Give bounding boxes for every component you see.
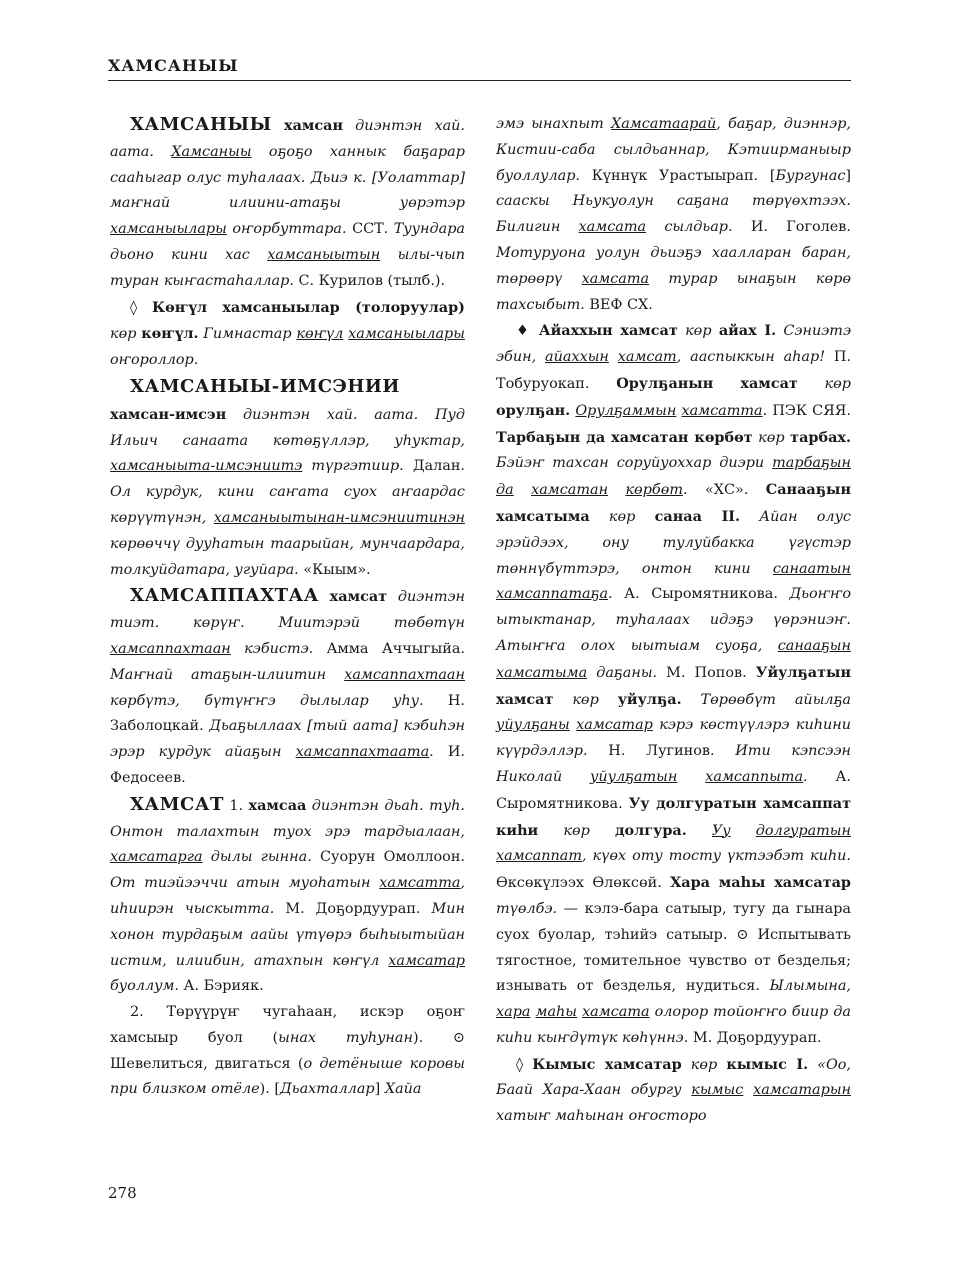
underlined-example: хамсатан	[531, 482, 609, 499]
plain-text: М. Доҕордуурап.	[688, 1029, 822, 1046]
italic-text: диэнтэн дьаһ. туһ. Онтон талахтын туох эрэ тардыалаан,	[110, 797, 465, 840]
plain-text: С. Курилов (тылб.).	[293, 272, 446, 289]
bold-term: тарбах.	[790, 428, 851, 446]
italic-text: эмэ ынахпыт	[496, 116, 611, 132]
underlined-example: да	[496, 482, 514, 499]
headword: ХАМСАТ	[130, 793, 224, 815]
italic-text: көр	[538, 822, 615, 839]
plain-text: Күннүк Урастыырап. [	[580, 167, 776, 184]
plain-text: «Кыым».	[298, 561, 371, 578]
underlined-example: санаатын	[772, 560, 851, 577]
headword: ХАМСАППАХТАА	[130, 585, 319, 607]
italic-text: Ылымына,	[769, 978, 851, 995]
italic-text: көр	[553, 691, 618, 708]
plain-text: И. Федосеев.	[110, 744, 465, 786]
page-number: 278	[108, 1184, 137, 1202]
italic-text: , ааспыккын аһар!	[676, 349, 826, 366]
underlined-example: хамсаныылары	[348, 326, 465, 343]
bold-term: Санааҕын хамсатыма	[496, 481, 852, 525]
italic-text: көрөөччү дууһатын таарыйан, мунчаардара, толкуйдатара, угуйара.	[110, 535, 465, 578]
plain-text: «ХС».	[687, 482, 766, 499]
bold-term: орулҕан.	[496, 401, 571, 419]
underlined-example: хамсатар	[388, 952, 465, 969]
italic-text: , иһиирэн чыскытта.	[110, 875, 465, 917]
bold-term: хамсан	[283, 117, 344, 134]
dictionary-entry	[110, 792, 465, 1000]
underlined-example: Уу	[711, 822, 731, 839]
italic-text: көр	[589, 508, 655, 525]
underlined-example: хамсаныыта-имсэниитэ	[110, 458, 303, 475]
plain-text	[319, 589, 330, 605]
italic-text: олорор тойоҥҥо биир да киһи кыҥдүтүк көһүннэ.	[496, 1004, 852, 1046]
italic-text: диэнтэн тиэт. көрүҥ. Миитэрэй төбөтүн	[110, 589, 465, 632]
header-divider	[108, 80, 851, 81]
dictionary-entry	[496, 1052, 851, 1130]
underlined-example: хамсаппахтаан	[110, 640, 231, 657]
bold-term: санаа II.	[654, 507, 741, 525]
plain-text: А. Сыромятникова.	[612, 586, 790, 603]
italic-text: көр	[677, 323, 719, 340]
plain-text	[272, 118, 284, 134]
underlined-example: хамсаныылары	[110, 221, 227, 238]
italic-text	[514, 482, 531, 498]
left-column	[110, 112, 465, 1103]
dictionary-entry	[110, 112, 465, 295]
italic-text: түргэтиир.	[302, 458, 404, 475]
italic-text	[687, 823, 712, 839]
plain-text: ◊	[516, 1056, 533, 1073]
italic-text: .	[803, 768, 808, 785]
italic-text: о детёныше коровы при близком отёле	[110, 1055, 465, 1098]
plain-text: Н. Лугинов.	[587, 743, 736, 760]
underlined-example: айаххын	[545, 349, 609, 366]
italic-text: сааскы Ньукуолун саҕана төрүөхтээх. Билигин	[496, 193, 851, 236]
bold-term: долгура.	[614, 821, 687, 839]
bold-term: уйулҕа.	[617, 690, 682, 708]
underlined-example: хамсата	[578, 219, 647, 236]
underlined-example: кымыс	[691, 1082, 744, 1099]
underlined-example: хамсатарга	[110, 849, 203, 866]
italic-text: .	[683, 482, 688, 499]
underlined-example: көрбөт	[625, 482, 684, 499]
plain-text: ◊	[130, 299, 153, 316]
italic-text: От тиэйээччи атын муоһатын	[110, 875, 380, 892]
italic-text: турар ынаҕын көрө тахсыбыт.	[496, 270, 851, 313]
plain-text: ПЭК СЯЯ.	[767, 402, 851, 419]
dictionary-entry	[110, 1000, 465, 1103]
italic-text: Ити кэпсээн Николай	[496, 743, 851, 785]
underlined-example: хамсаппатаҕа	[496, 586, 609, 603]
italic-text: көрбүтэ, бүтүҥҥэ дылылар уһу.	[110, 692, 424, 709]
underlined-example: хамсаныытынан-имсэниитинэн	[213, 509, 465, 526]
italic-text: хатыҥ маһынан оҥосторо	[496, 1108, 707, 1125]
italic-text: Дьаҕыллаах [тый аата] кэбиһэн эрэр курдук айаҕын	[110, 718, 465, 761]
underlined-example: хамсатар	[576, 717, 653, 734]
italic-text: кэрэ көстүүлэрэ киһини күүрдэллэр.	[496, 717, 852, 760]
italic-text: .	[429, 744, 434, 761]
bold-term: хамсаа	[248, 796, 307, 814]
underlined-example: уйулҕатын	[589, 768, 678, 785]
italic-text: , баҕар, диэннэр, Кистии-саба сылдьаннар, Кэтиирманыыр буоллулар.	[496, 116, 851, 184]
italic-text: көр	[752, 429, 791, 446]
plain-text: Далан.	[403, 458, 465, 475]
italic-text: даҕаны.	[587, 664, 658, 681]
italic-text: «Оо, Баай Хара-Хаан обургу	[496, 1056, 852, 1099]
bold-term: Уйулҕатын хамсат	[496, 663, 851, 708]
italic-text: Хайа	[384, 1081, 422, 1098]
plain-text: 2. Төрүүрүҥ чугаһаан, искэр оҕоҥ хамсыыр буол (	[110, 1004, 465, 1046]
underlined-example: хамсата	[581, 270, 650, 287]
italic-text	[609, 349, 618, 365]
plain-text: Н. Заболоцкай.	[110, 692, 465, 735]
plain-text: ). ⊙ Шевелиться, двигаться (	[110, 1029, 465, 1072]
dictionary-entry	[110, 295, 465, 374]
bold-term: көҥүл.	[141, 325, 199, 343]
plain-text: П. Тобуруокап.	[496, 349, 852, 392]
plain-text: 1.	[223, 797, 249, 814]
plain-text: А. Сыромятникова.	[496, 768, 851, 812]
plain-text: М. Попов.	[657, 664, 756, 681]
italic-text: кэбистэ.	[230, 640, 314, 657]
italic-text: оҥорбуттара.	[226, 221, 347, 238]
underlined-example: хамсатыма	[496, 664, 588, 681]
underlined-example: хара	[496, 1004, 531, 1021]
italic-text: Ол курдук, кини саҥата суох аҥаардас көрүүтүнэн,	[110, 484, 465, 526]
plain-text: ССТ.	[346, 221, 394, 238]
bold-term: хамсат	[329, 588, 388, 606]
underlined-example: хамсатта	[681, 402, 763, 419]
italic-text: Туундара дьоно кини хас	[110, 221, 465, 263]
underlined-example: хамсаппыта	[705, 768, 804, 785]
plain-text: — кэлэ-бара сатыыр, тугу да гынара суох буолар, тэһийэ сатыыр. ⊙ Испытывать тягостное, томительное чувство от безделья; изнывать от безделья, нудиться.	[496, 900, 851, 995]
italic-text: оҕоҕо ханнык баҕарар сааһыгар олус туһалаах. Дьиэ к. [Уолаттар] маҥнай илиини-атаҕы уөрэтэр	[110, 143, 465, 212]
dictionary-entry	[496, 112, 851, 318]
italic-text: сылдьар.	[646, 219, 733, 236]
underlined-example: хамсат	[617, 349, 677, 366]
italic-text: ылы-чып туран кыҥастаһаллар.	[110, 246, 465, 289]
headword: ХАМСАНЫЫ-ИМСЭНИИ	[130, 375, 400, 397]
plain-text: А. Бэрияк.	[178, 978, 264, 995]
plain-text: ). [	[259, 1081, 281, 1098]
underlined-example: хамсаппахтаан	[344, 666, 465, 683]
running-head-title: ХАМСАНЫЫ	[108, 56, 239, 75]
plain-text: Өксөкүлээх Өлөксөй.	[496, 875, 671, 892]
italic-text: көр	[681, 1056, 727, 1073]
plain-text: И. Гоголев.	[732, 219, 851, 236]
italic-text: диэнтэн хай. аата.	[110, 118, 465, 160]
underlined-example: санааҕын	[777, 637, 851, 654]
underlined-example: хамсаныытын	[267, 246, 381, 263]
underlined-example: долгуратын	[755, 822, 852, 839]
bold-term: айах I.	[718, 322, 777, 340]
italic-text: Маҥнай атаҕын-илиитин	[110, 666, 345, 683]
underlined-example: хамсатарын	[753, 1082, 852, 1099]
italic-text: көр	[110, 326, 142, 343]
plain-text: ВЕФ СХ.	[584, 296, 653, 313]
plain-text: М. Доҕордуурап.	[274, 900, 432, 917]
underlined-example: хамсатта	[379, 875, 461, 892]
right-column	[496, 112, 851, 1130]
italic-text: Бэйэҥ тахсан соруйуоххар диэри	[496, 455, 773, 472]
italic-text: көр	[797, 375, 852, 392]
plain-text: Суорун Омоллоон.	[311, 849, 466, 866]
underlined-example: Орулҕаммын	[575, 402, 677, 419]
italic-text: Гимнастар	[198, 326, 297, 343]
plain-text: ]	[845, 167, 851, 184]
underlined-example: хамсата	[582, 1004, 650, 1021]
underlined-example: маһы	[535, 1004, 578, 1021]
italic-text: Мотуруона уолун дьиэҕэ хаалларан баран, төрөөрү	[496, 244, 851, 287]
bold-term: Тарбаҕын да хамсатан көрбөт	[496, 428, 753, 446]
italic-text: Айан олус эрэйдээх, ону тулуйбакка үгүстэр төннүбүттэрэ, онтон кини	[496, 508, 851, 577]
underlined-example: уйулҕаны	[496, 717, 570, 734]
italic-text: Дьахталлар	[280, 1081, 375, 1098]
underlined-example: Хамсаныы	[171, 143, 252, 160]
italic-text: Дьоҥҥо ытыктанар, туһалаах идэҕэ үөрэниэҥ. Атыҥҥа олох ыытыам суоҕа,	[496, 586, 851, 654]
italic-text	[677, 769, 705, 785]
italic-text: диэнтэн хай. аата. Пуд Ильич санаата көтөҕүллэр, уһуктар,	[110, 406, 465, 449]
underlined-example: хамсаппат	[496, 848, 583, 865]
italic-text: буоллум.	[110, 978, 179, 995]
bold-term: Орулҕанын хамсат	[616, 374, 798, 392]
plain-text: Амма Аччыгыйа.	[313, 640, 465, 657]
headword: ХАМСАНЫЫ	[130, 114, 272, 135]
bold-term: хамсан-имсэн	[110, 405, 227, 423]
italic-text: Сэниэтэ эбин,	[496, 323, 851, 366]
italic-text	[731, 823, 756, 839]
underlined-example: Хамсатаарай	[610, 116, 717, 132]
italic-text: Бургунас	[775, 167, 846, 184]
underlined-example: көҥүл	[296, 326, 344, 343]
italic-text	[608, 482, 625, 498]
dictionary-entry	[110, 583, 465, 791]
bold-term: Хара маһы хамсатар	[670, 874, 851, 892]
italic-text: оҥороллор.	[110, 352, 199, 369]
italic-text	[743, 1082, 753, 1098]
italic-text: Мин хонон турдаҕым аайы үтүөрэ быһыытыйан истим, илиибин, атахпын көҥүл	[110, 900, 466, 969]
bold-term: Көҥүл хамсаныылар (толоруулар)	[152, 298, 465, 316]
bold-term: Айаххын хамсат	[538, 322, 678, 340]
italic-text: дылы гынна.	[202, 849, 312, 866]
underlined-example: хамсаппахтаата	[295, 744, 430, 761]
dictionary-entry	[496, 318, 851, 1051]
italic-text: .	[762, 402, 768, 419]
plain-text: ]	[374, 1081, 385, 1098]
italic-text: .	[608, 586, 613, 603]
italic-text: Төрөөбүт айылҕа	[681, 691, 851, 708]
bold-term: Уу долгуратын хамсаппат киһи	[496, 794, 851, 839]
underlined-example: тарбаҕын	[772, 455, 851, 472]
italic-text: түөлбэ.	[496, 900, 558, 917]
bold-term: Кымыс хамсатар	[532, 1055, 682, 1073]
bold-term: кымыс I.	[726, 1055, 809, 1073]
plain-text: ♦	[516, 323, 539, 340]
dictionary-entry	[110, 374, 465, 583]
italic-text: , күөх оту тосту үктээбэт киһи.	[582, 848, 851, 865]
italic-text: ынах туһунан	[278, 1029, 413, 1046]
